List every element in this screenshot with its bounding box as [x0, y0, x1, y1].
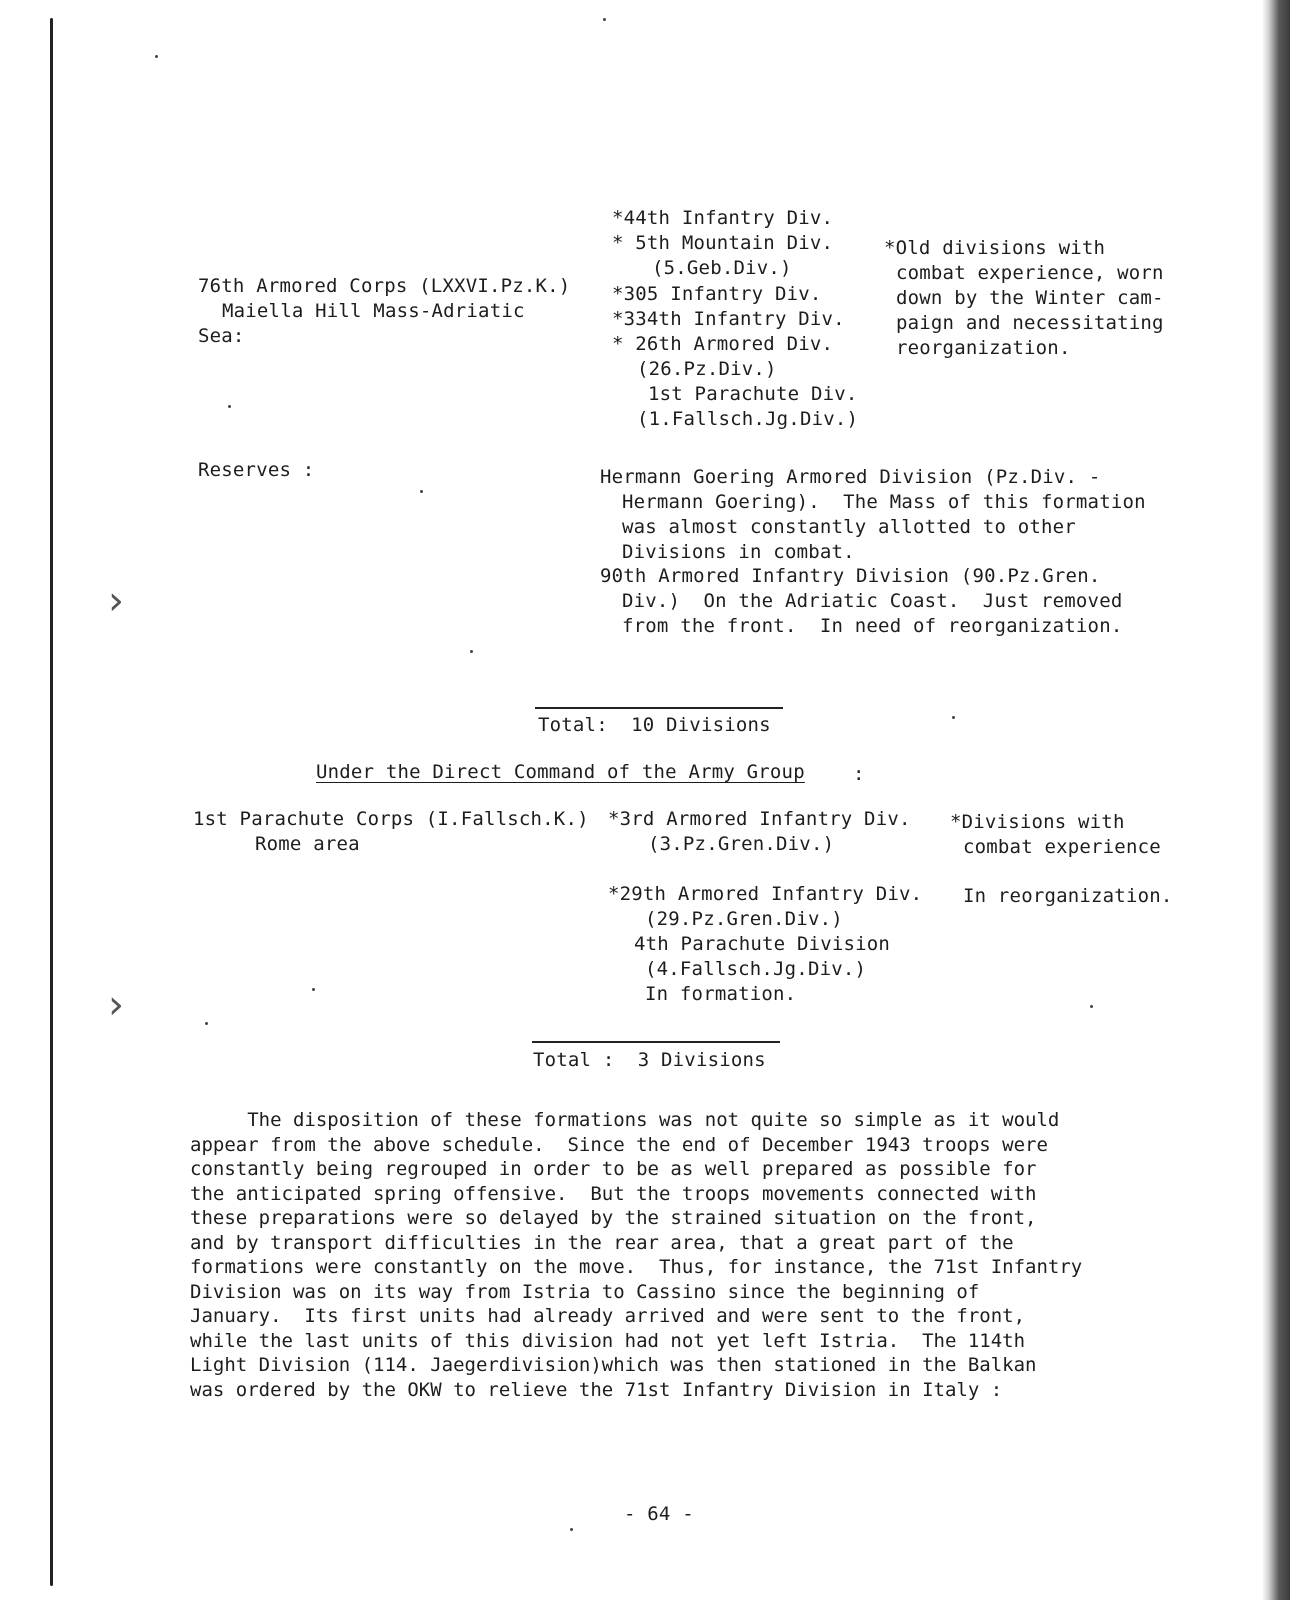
reserves-line: Hermann Goering). The Mass of this formation: [622, 491, 1146, 513]
scan-speckle: [1090, 1005, 1093, 1008]
total-rule: [532, 1041, 780, 1043]
scan-speckle: [603, 18, 606, 21]
paragraph-line: while the last units of this division had not yet left Istria. The 114th: [190, 1329, 1026, 1352]
paragraph-line: formations were constantly on the move. Thus, for instance, the 71st Infantry: [190, 1256, 1083, 1278]
division-status: In reorganization.: [963, 885, 1173, 907]
division-item: 1st Parachute Div.: [648, 383, 858, 405]
scan-speckle: [205, 1022, 208, 1025]
corps-76-note-line: reorganization.: [896, 337, 1071, 359]
paragraph-line: Division was on its way from Istria to Cassino since the beginning of: [190, 1280, 980, 1303]
corps-76-area-line2: Sea:: [198, 325, 245, 347]
division-item: (1.Fallsch.Jg.Div.): [637, 408, 859, 430]
paragraph-line: constantly being regrouped in order to be as well prepared as possible for: [190, 1158, 1037, 1180]
division-item: 4th Parachute Division: [634, 933, 891, 955]
reserves-line: Hermann Goering Armored Division (Pz.Div. -: [600, 466, 1101, 488]
scan-speckle: [155, 55, 158, 58]
division-item: *3rd Armored Infantry Div.: [608, 808, 911, 830]
total-divisions-1: Total: 10 Divisions: [538, 714, 771, 736]
scan-speckle: [420, 490, 423, 493]
paragraph-line: appear from the above schedule. Since the end of December 1943 troops were: [190, 1133, 1048, 1156]
paragraph-line: The disposition of these formations was not quite so simple as it would: [190, 1109, 1060, 1131]
scan-speckle: [952, 716, 955, 719]
division-item: * 26th Armored Div.: [612, 333, 834, 355]
page-number: - 64 -: [624, 1503, 694, 1525]
reserves-line: from the front. In need of reorganization.: [622, 615, 1123, 637]
corps-1-parachute-name: 1st Parachute Corps (I.Fallsch.K.): [193, 808, 589, 830]
division-item: (29.Pz.Gren.Div.): [645, 908, 843, 930]
division-item: *44th Infantry Div.: [612, 207, 834, 229]
total-rule: [535, 707, 783, 709]
scan-speckle: [570, 1528, 573, 1531]
scan-speckle: [228, 405, 231, 408]
paragraph-line: Light Division (114. Jaegerdivision)which was then stationed in the Balkan: [190, 1354, 1037, 1376]
reserves-line: Divisions in combat.: [622, 541, 855, 563]
division-item: *29th Armored Infantry Div.: [608, 883, 923, 905]
division-item: (4.Fallsch.Jg.Div.): [645, 958, 867, 980]
reserves-label: Reserves :: [198, 459, 315, 481]
corps-1-note-line: *Divisions with: [950, 811, 1125, 833]
total-divisions-2: Total : 3 Divisions: [533, 1049, 766, 1071]
division-item: (5.Geb.Div.): [652, 257, 792, 279]
division-item: *334th Infantry Div.: [612, 308, 845, 330]
corps-76-note-line: combat experience, worn: [896, 262, 1164, 284]
paragraph-line: the anticipated spring offensive. But the troops movements connected with: [190, 1182, 1037, 1205]
division-item: (26.Pz.Div.): [637, 358, 777, 380]
army-group-heading-colon: :: [853, 763, 865, 785]
reserves-line: Div.) On the Adriatic Coast. Just removed: [622, 590, 1123, 612]
division-status: In formation.: [645, 983, 797, 1005]
corps-76-note-line: paign and necessitating: [896, 312, 1164, 334]
scan-speckle: [312, 988, 315, 991]
corps-76-area-line1: Maiella Hill Mass-Adriatic: [222, 300, 525, 322]
division-item: *305 Infantry Div.: [612, 283, 822, 305]
page-right-edge-shadow: [1262, 0, 1290, 1600]
army-group-heading: Under the Direct Command of the Army Group: [316, 761, 805, 783]
scan-speckle: [470, 650, 473, 653]
page-left-edge: [50, 18, 53, 1586]
paragraph-line: and by transport difficulties in the rear area, that a great part of the: [190, 1231, 1014, 1254]
reserves-line: 90th Armored Infantry Division (90.Pz.Gren.: [600, 565, 1101, 587]
paragraph-line: these preparations were so delayed by the strained situation on the front,: [190, 1207, 1037, 1229]
punch-hole-mark: ›: [108, 982, 124, 1028]
division-item: * 5th Mountain Div.: [612, 232, 834, 254]
corps-76-name: 76th Armored Corps (LXXVI.Pz.K.): [198, 275, 571, 297]
corps-1-note-line: combat experience: [963, 836, 1161, 858]
body-paragraph: [190, 1108, 1190, 1402]
division-item: (3.Pz.Gren.Div.): [648, 833, 835, 855]
punch-hole-mark: ›: [108, 578, 124, 624]
reserves-line: was almost constantly allotted to other: [622, 516, 1076, 538]
corps-76-note-line: *Old divisions with: [884, 237, 1106, 259]
paragraph-line: January. Its first units had already arrived and were sent to the front,: [190, 1305, 1026, 1327]
corps-1-parachute-area: Rome area: [255, 833, 360, 855]
corps-76-note-line: down by the Winter cam-: [896, 287, 1164, 309]
paragraph-line: was ordered by the OKW to relieve the 71st Infantry Division in Italy :: [190, 1378, 1003, 1401]
